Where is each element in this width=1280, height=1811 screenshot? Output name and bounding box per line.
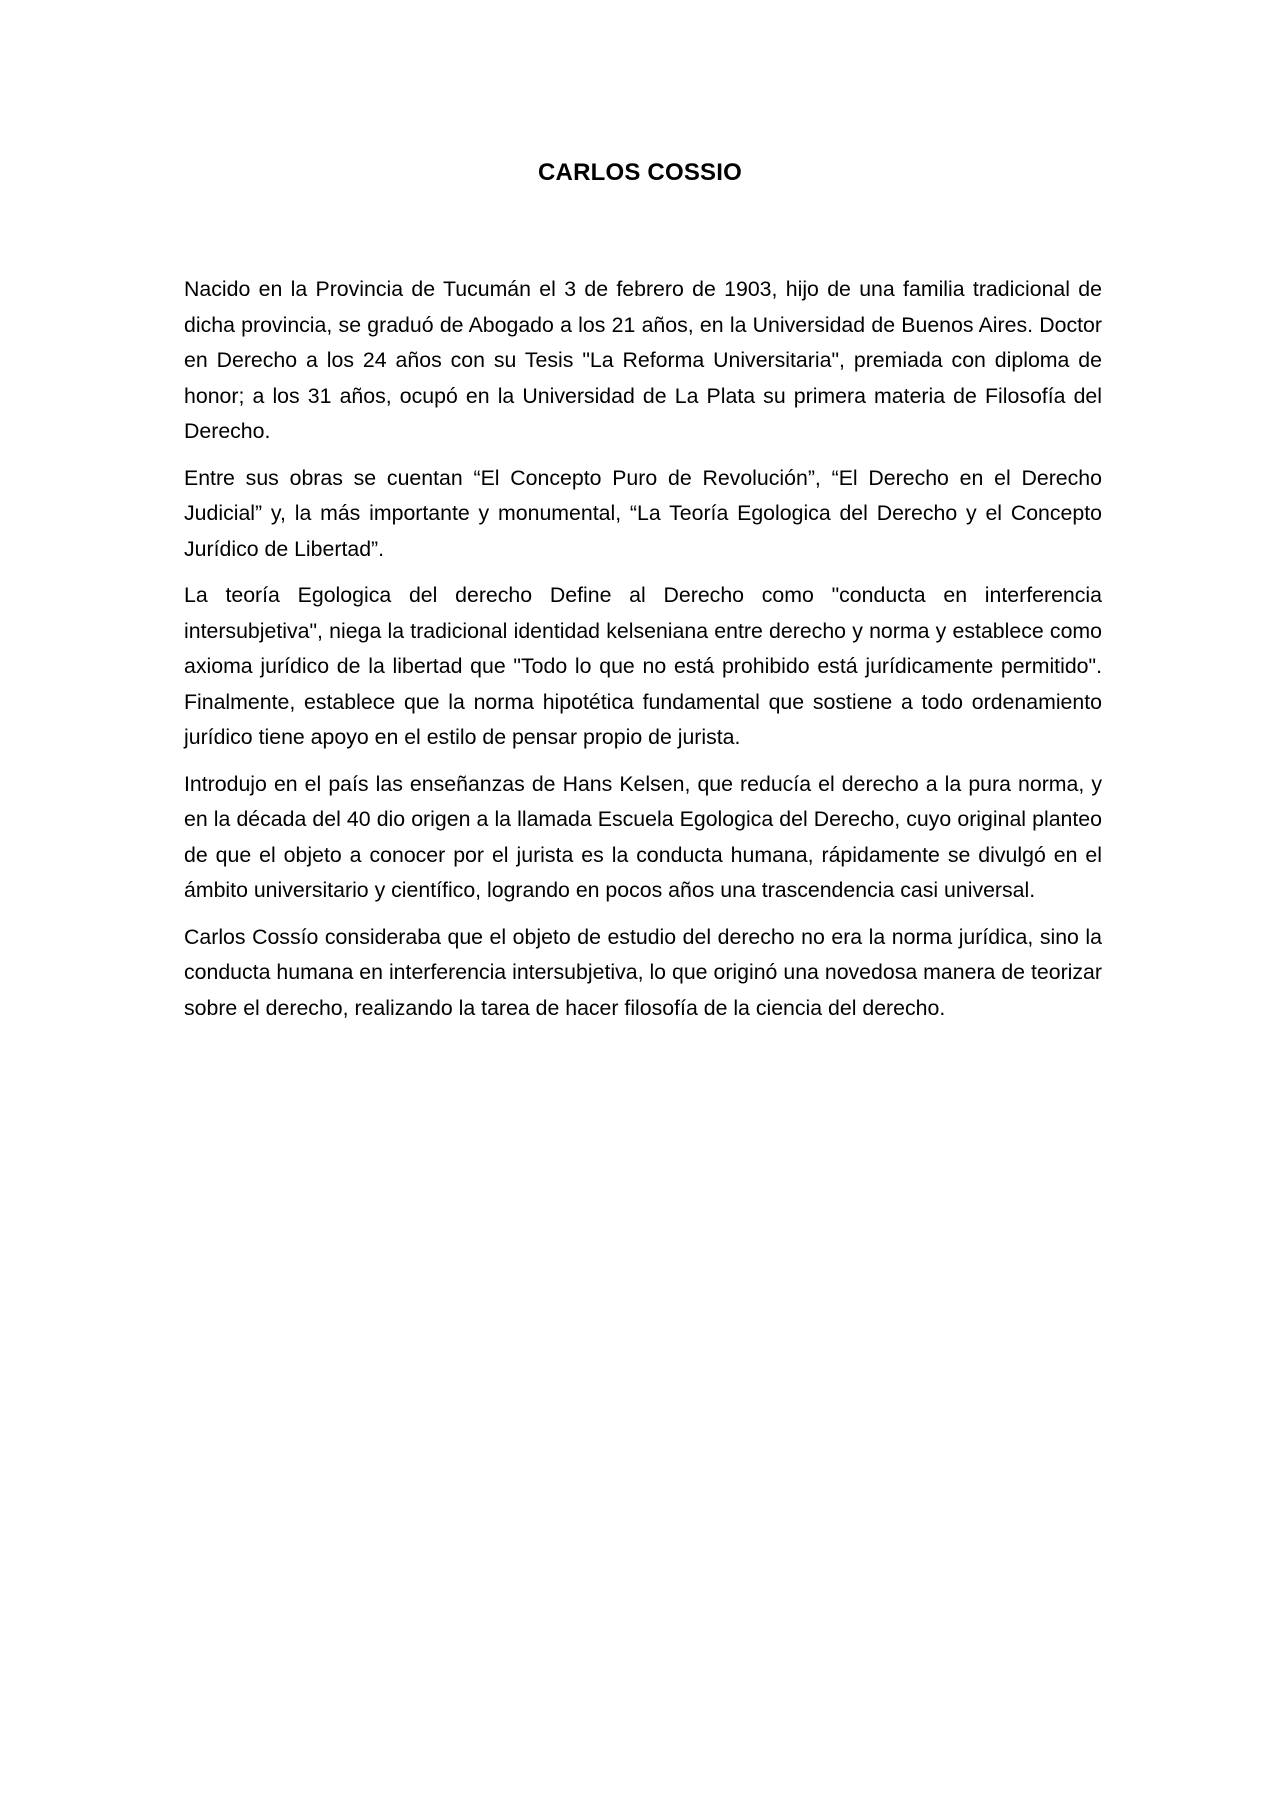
paragraph-works: Entre sus obras se cuentan “El Concepto Puro de Revolución”, “El Derecho en el Derecho Judicial” y, la más importante y monumental, “La Teoría Egologica del Derecho y el Concepto Jurídico de Libertad”. bbox=[184, 465, 1102, 561]
paragraph-object-of-study: Carlos Cossío consideraba que el objeto de estudio del derecho no era la norma jurídica, sino la conducta humana en interferencia intersubjetiva, lo que originó una novedosa manera de teorizar sobre el derecho, realizando la tarea de hacer filosofía de la ciencia del derecho. bbox=[184, 924, 1102, 1020]
paragraph-biography: Nacido en la Provincia de Tucumán el 3 de febrero de 1903, hijo de una familia tradicional de dicha provincia, se graduó de Abogado a los 21 años, en la Universidad de Buenos Aires. Doctor en Derecho a los 24 años con su Tesis "La Reforma Universitaria", premiada con diploma de honor; a los 31 años, ocupó en la Universidad de La Plata su primera materia de Filosofía del Derecho. bbox=[184, 277, 1102, 443]
page-title: CARLOS COSSIO bbox=[538, 159, 742, 186]
paragraph-kelsen-influence: Introdujo en el país las enseñanzas de Hans Kelsen, que reducía el derecho a la pura norma, y en la década del 40 dio origen a la llamada Escuela Egologica del Derecho, cuyo original planteo de que el objeto a conocer por el jurista es la conducta humana, rápidamente se divulgó en el ámbito universitario y científico, logrando en pocos años una trascendencia casi universal. bbox=[184, 771, 1102, 902]
paragraph-egological-theory: La teoría Egologica del derecho Define al Derecho como "conducta en interferencia intersubjetiva", niega la tradicional identidad kelseniana entre derecho y norma y establece como axioma jurídico de la libertad que "Todo lo que no está prohibido está jurídicamente permitido". Finalmente, establece que la norma hipotética fundamental que sostiene a todo ordenamiento jurídico tiene apoyo en el estilo de pensar propio de jurista. bbox=[184, 583, 1102, 749]
document-body bbox=[184, 272, 1102, 1037]
